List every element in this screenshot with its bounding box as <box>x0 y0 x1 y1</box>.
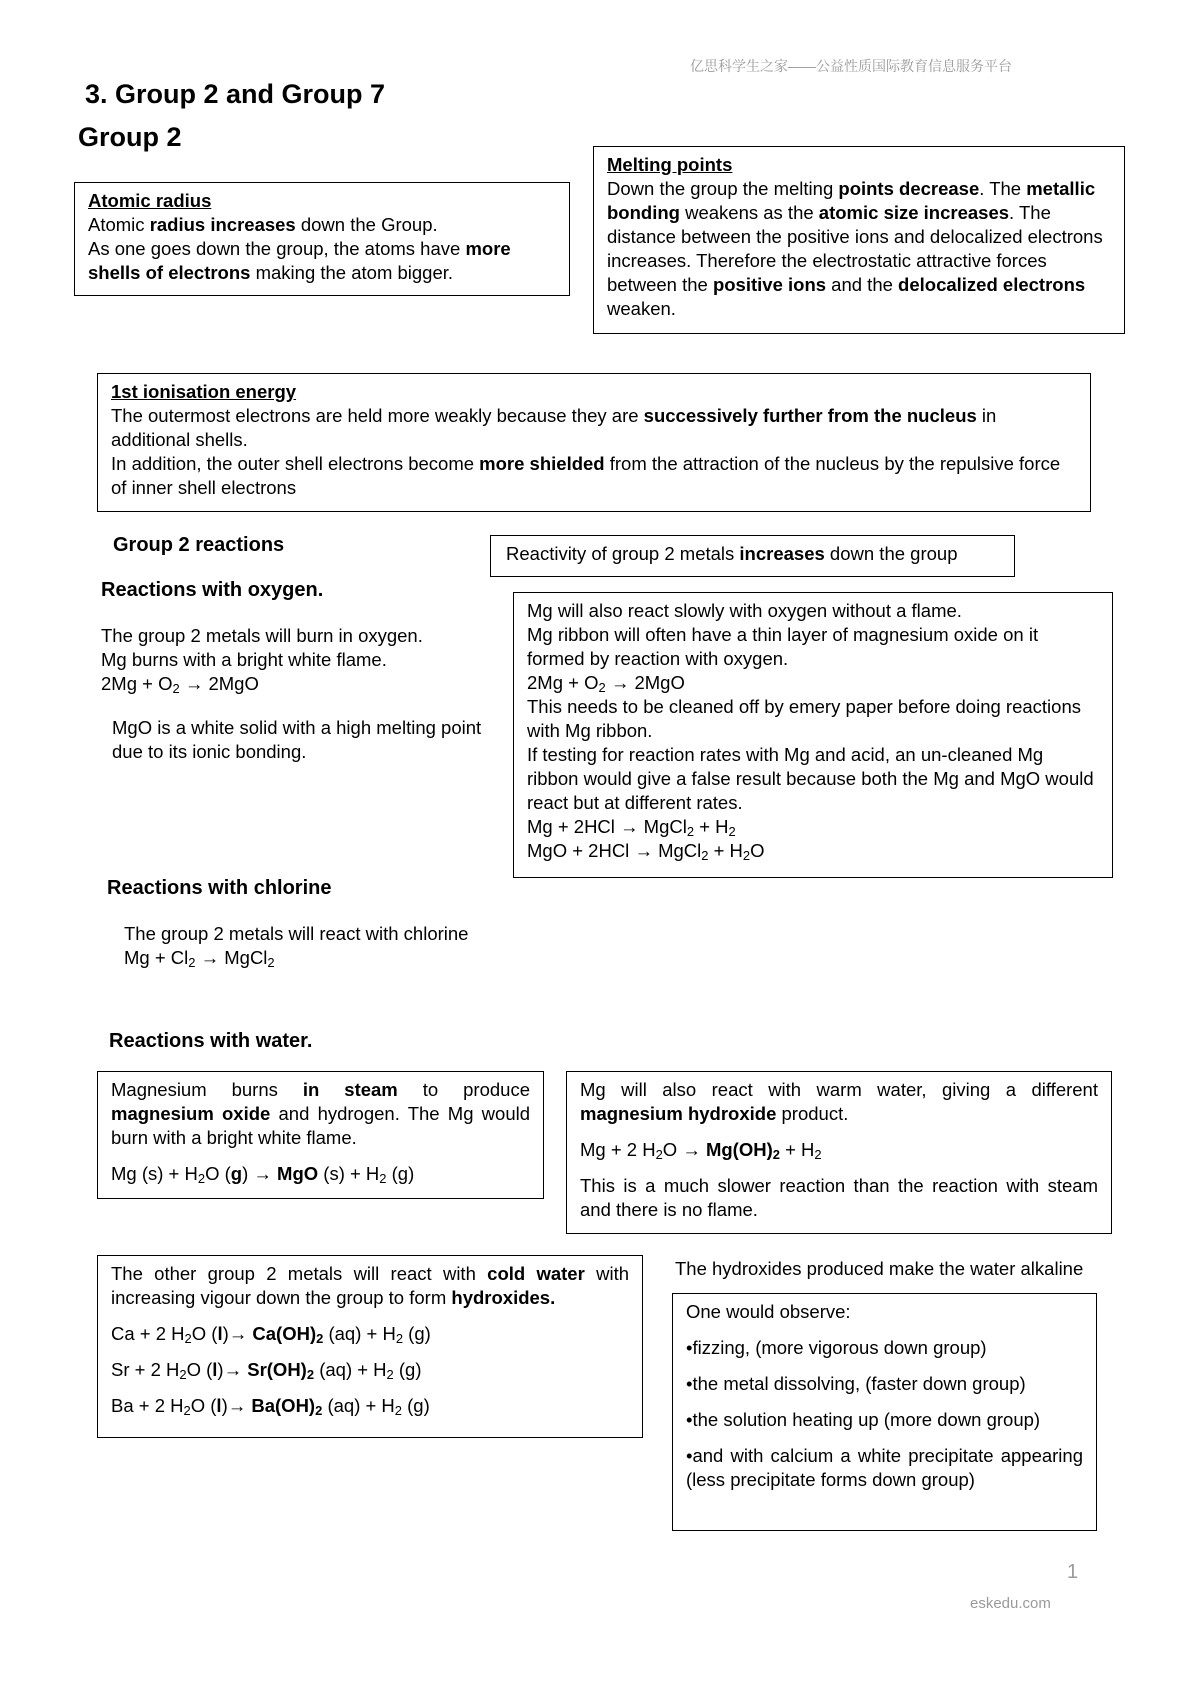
steam-box <box>97 1071 544 1199</box>
page-number: 1 <box>1067 1561 1079 1583</box>
observation-item: •the metal dissolving, (faster down group) <box>686 1373 1026 1394</box>
ionisation-heading: 1st ionisation energy <box>111 381 297 402</box>
oxygen-line1: The group 2 metals will burn in oxygen. <box>101 625 423 646</box>
oxygen-detail-eq1: $2Mg + O_2 \to 2MgO$ <box>527 672 685 696</box>
arrow-icon: → <box>634 840 653 861</box>
alkaline-note: The hydroxides produced make the water alkaline <box>675 1258 1084 1279</box>
observation-item: •the solution heating up (more down group) <box>686 1409 1041 1430</box>
cold-water-text: The other group 2 metals will react with cold water with increasing vigour down the group to form hydroxides. <box>111 1263 629 1308</box>
ionisation-energy-box <box>97 373 1091 512</box>
steam-text: Magnesium burns in steam to produce magnesium oxide and hydrogen. The Mg would burn with a bright white flame. <box>111 1079 531 1148</box>
steam-equation: Mg $(s) + H_2O$ (g) → MgO $(s) + H_2$ (g) <box>111 1163 415 1187</box>
chlorine-line1: The group 2 metals will react with chlorine <box>124 923 469 944</box>
warm-water-equation: Mg + 2 $H_2O \to Mg(OH)_2 + H_2$ <box>580 1139 822 1163</box>
page-title: 3. Group 2 and Group 7 <box>85 79 386 109</box>
warm-water-note: This is a much slower reaction than the reaction with steam and there is no flame. <box>580 1175 1098 1220</box>
chlorine-equation: $Mg + Cl_2$ → MgCl$_2$ <box>124 947 275 971</box>
oxygen-detail-line1: Mg will also react slowly with oxygen without a flame. <box>527 600 962 621</box>
arrow-icon: → <box>610 672 630 693</box>
cold-water-box <box>97 1255 643 1438</box>
oxygen-detail-eq3: MgO + 2HCl → MgCl$_2$ + $H_2O$ <box>527 840 765 864</box>
melting-points-text: Down the group the melting points decrease. The metallic bonding weakens as the atomic size increases. The distance between the positive ions and delocalized electrons increases. Therefore the electrostatic attractive forces between the positive ions and the delocalized electrons weaken. <box>607 178 1103 319</box>
oxygen-detail-box <box>513 592 1113 878</box>
atomic-radius-line1: Atomic radius increases down the Group. <box>88 214 438 235</box>
atomic-radius-heading: Atomic radius <box>88 190 212 211</box>
oxygen-line2: Mg burns with a bright white flame. <box>101 649 387 670</box>
observation-item: •and with calcium a white precipitate appearing (less precipitate forms down group) <box>686 1445 1083 1490</box>
barium-equation: Ba + 2 $H_2O$ $(l)\to Ba(OH)_2$ $(aq) + H_2$ (g) <box>111 1395 430 1419</box>
water-heading: Reactions with water. <box>109 1030 313 1052</box>
oxygen-detail-line2: Mg ribbon will often have a thin layer of magnesium oxide on it formed by reaction with oxygen. <box>527 624 1039 669</box>
oxygen-detail-line4: If testing for reaction rates with Mg and acid, an un-cleaned Mg ribbon would give a false result because both the Mg and MgO would react but at different rates. <box>527 744 1094 813</box>
warm-water-box <box>566 1071 1112 1234</box>
warm-water-text: Mg will also react with warm water, giving a different magnesium hydroxide product. <box>580 1079 1098 1124</box>
oxygen-equation: $2Mg + O_2 \to 2MgO$ <box>101 673 259 697</box>
arrow-icon: → <box>620 816 639 837</box>
arrow-icon: → <box>227 1395 247 1416</box>
footer-site: eskedu.com <box>970 1595 1051 1612</box>
group2-reactions-heading: Group 2 reactions <box>113 534 285 556</box>
observations-box <box>672 1293 1097 1531</box>
oxygen-text <box>101 624 461 696</box>
mgo-note: MgO is a white solid with a high melting point due to its ionic bonding. <box>112 717 482 762</box>
atomic-radius-box <box>74 182 570 296</box>
observations-heading: One would observe: <box>686 1301 851 1322</box>
arrow-icon: → <box>682 1139 701 1160</box>
chlorine-heading: Reactions with chlorine <box>107 877 332 899</box>
arrow-icon: → <box>184 673 204 694</box>
oxygen-detail-eq2: Mg + 2HCl → MgCl$_2$ + $H_2$ <box>527 816 736 840</box>
watermark-text: 亿思科学生之家——公益性质国际教育信息服务平台 <box>690 58 1012 74</box>
oxygen-heading: Reactions with oxygen. <box>101 579 324 601</box>
chlorine-text <box>124 922 524 970</box>
ionisation-line2: In addition, the outer shell electrons become more shielded from the attraction of the nucleus by the repulsive force of inner shell electrons <box>111 453 1061 498</box>
arrow-icon: → <box>223 1359 243 1380</box>
atomic-radius-line2: As one goes down the group, the atoms have more shells of electrons making the atom bigger. <box>88 238 511 283</box>
ionisation-line1: The outermost electrons are held more weakly because they are successively further from the nucleus in additional shells. <box>111 405 997 450</box>
arrow-icon: → <box>200 947 220 968</box>
calcium-equation: Ca + 2 $H_2O$ $(l)\to Ca(OH)_2$ $(aq) + H_2$ (g) <box>111 1323 431 1347</box>
section-title-group2: Group 2 <box>78 122 182 152</box>
melting-points-heading: Melting points <box>607 154 733 175</box>
arrow-icon: → <box>228 1323 248 1344</box>
oxygen-detail-line3: This needs to be cleaned off by emery paper before doing reactions with Mg ribbon. <box>527 696 1081 741</box>
reactivity-box <box>490 535 1015 577</box>
strontium-equation: Sr + 2 $H_2O$ $(l)\to Sr(OH)_2$ $(aq) + H_2$ (g) <box>111 1359 422 1383</box>
arrow-icon: → <box>253 1163 272 1184</box>
melting-points-box <box>593 146 1125 334</box>
reactivity-text: Reactivity of group 2 metals increases down the group <box>506 543 958 564</box>
observation-item: •fizzing, (more vigorous down group) <box>686 1337 987 1358</box>
